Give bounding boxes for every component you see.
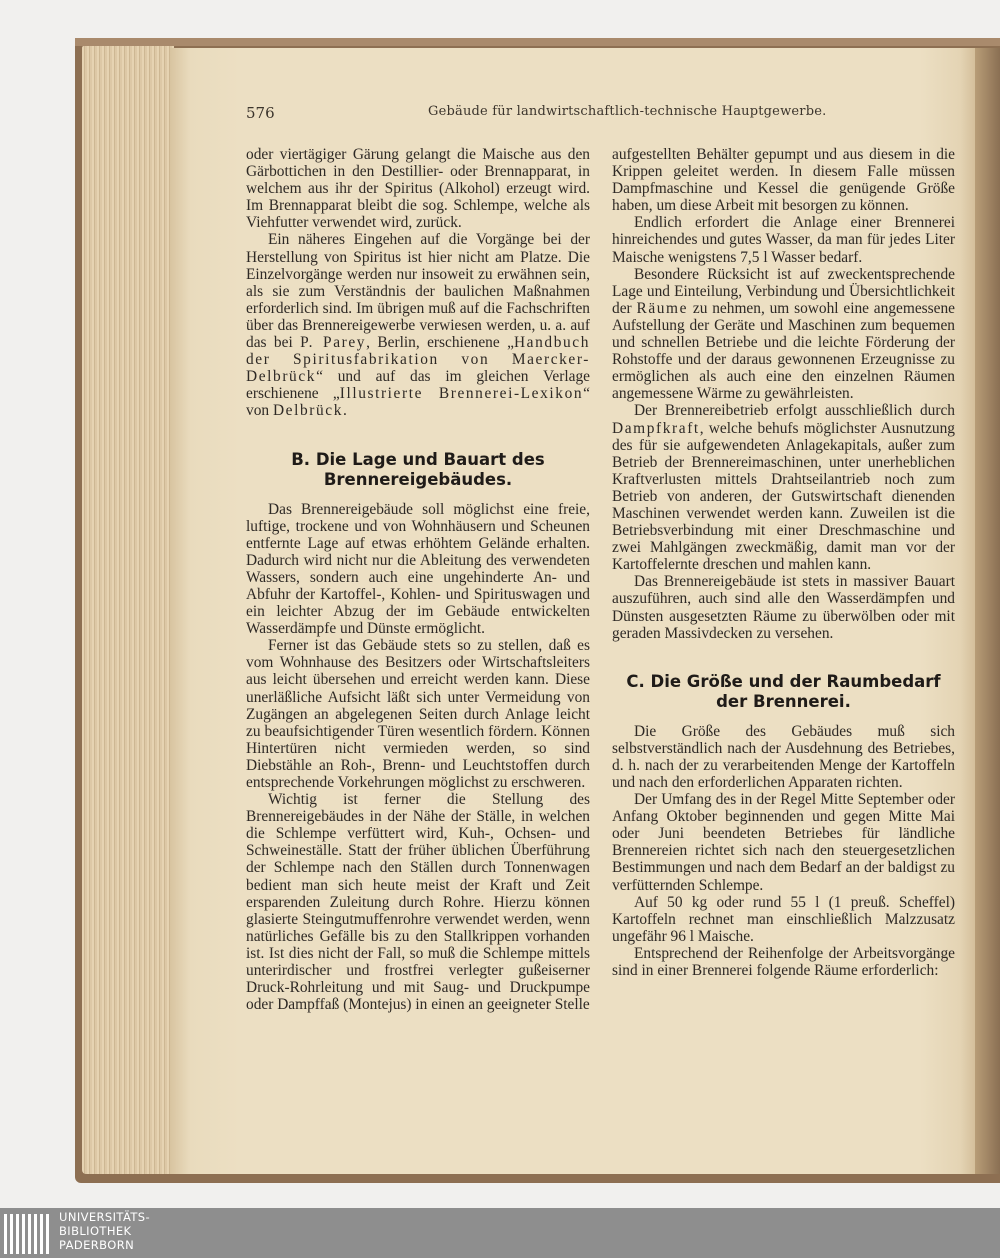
paragraph: [246, 231, 590, 419]
page-gutter-shadow: [975, 48, 1000, 1174]
emphasis: Räume: [636, 299, 689, 317]
text-run: , welche behufs möglichster Ausnutzung des für sie aufgewendeten Anlagekapitals, außer zum Betrieb der Brennereimaschinen, unter unerheblichen Kraftverlusten mittels Drahtseilantrieb noch zum Betrieb von anderen, der Gutswirtschaft dienenden Maschinen verwendet werden kann. Zuweilen ist die Betriebsverbindung mit einer Dreschmaschine und zwei Mahlgängen zweckmäßig, damit man vor der Kartoffelernte dreschen und mahlen kann.: [612, 419, 955, 574]
book-cover-edge: [75, 38, 1000, 46]
paragraph: Das Brennereigebäude ist stets in massiver Bauart auszuführen, auch sind alle den Wasserdämpfen und Dünsten ausgesetzten Räume zu überwölben oder mit geraden Massivdecken zu versehen.: [612, 573, 955, 642]
library-name-line: BIBLIOTHEK: [59, 1224, 132, 1238]
left-column: [246, 146, 590, 1013]
emphasis: Dampfkraft: [612, 419, 700, 437]
text-run: “ und auf das im gleichen Verlage erschienene „: [246, 368, 590, 403]
paragraph: aufgestellten Behälter gepumpt und aus diesem in die Krippen geleitet werden. In diesem Falle müssen Dampfmaschine und Kessel die genügende Größe haben, um diese Arbeit mit besorgen zu können.: [612, 146, 955, 215]
page-number: 576: [246, 104, 275, 122]
section-heading-b: B. Die Lage und Bauart des Brennereigebäudes.: [291, 449, 545, 489]
text-run: .: [343, 402, 347, 420]
page-edges: [82, 46, 174, 1174]
paragraph: [612, 402, 955, 573]
paragraph: Der Umfang des in der Regel Mitte September oder Anfang Oktober beginnenden und gegen Mitte Mai oder Juni beendeten Betriebes für ländliche Brennereien richtet sich nach den steuergesetzlichen Bestimmungen und nach dem Bedarf an der baldigst zu verfütternden Schlempe.: [612, 791, 955, 894]
book-title: Illustrierte Brennerei-Lexikon: [339, 385, 584, 403]
running-title: Gebäude für landwirtschaftlich-technische Hauptgewerbe.: [428, 104, 827, 119]
text-run: “ von: [246, 385, 591, 420]
text-run: Ein näheres Eingehen auf die Vorgänge bei der Herstellung von Spiritus ist hier nicht am Platze. Die Einzelvorgänge werden nur insoweit zu erwähnen sein, als sie zum Verständnis der baulichen Maßnahmen erforderlich sind. Im übrigen muß auf die Fachschriften über das Brennereigewerbe verwiesen werden, u. a. auf das bei: [246, 231, 590, 352]
library-name: [59, 1210, 150, 1252]
book-title: Handbuch der Spiritusfabrikation von Maercker-Delbrück: [246, 334, 591, 386]
paragraph: oder viertägiger Gärung gelangt die Maische aus den Gärbottichen in den Destillier- oder Brennapparat, in welchem aus ihr der Spiritus (Alkohol) erzeugt wird. Im Brennapparat bleibt die sog. Schlempe, welche als Viehfutter verwendet wird, zurück.: [246, 146, 590, 232]
library-name-line: PADERBORN: [59, 1238, 135, 1252]
paragraph: Ferner ist das Gebäude stets so zu stellen, daß es vom Wohnhause des Besitzers oder Wirtschaftsleiters aus leicht übersehen und erreicht werden kann. Diese unerläßliche Aufsicht läßt sich unter Vermeidung von Zugängen an abgelegenen Seiten durch Anlage leicht zu beaufsichtigender Türen wesentlich fördern. Können Hintertüren nicht vermieden werden, so sind Diebstähle an Roh-, Brenn- und Leuchtstoffen durch entsprechende Vorkehrungen möglichst zu erschweren.: [246, 637, 590, 791]
paragraph: Die Größe des Gebäudes muß sich selbstverständlich nach der Ausdehnung des Betriebes, d. h. nach der zu verarbeitenden Menge der Kartoffeln und nach den erforderlichen Apparaten richten.: [612, 722, 955, 791]
paragraph: Das Brennereigebäude soll möglichst eine freie, luftige, trockene und von Wohnhäusern und Scheunen entfernte Lage auf etwas erhöhtem Gelände erhalten. Dadurch wird nicht nur die Ableitung des verwendeten Wassers, sondern auch eine ungehinderte An- und Abfuhr der Kartoffel-, Kohlen- und Spirituswagen und ein leichter Abzug der im Gebäude entwickelten Wasserdämpfe und Dünste ermöglicht.: [246, 500, 590, 638]
paragraph: Wichtig ist ferner die Stellung des Brennereigebäudes in der Nähe der Ställe, in welchen die Schlempe verfüttert wird, Kuh-, Ochsen- und Schweineställe. Statt der früher üblichen Überführung der Schlempe nach den Ställen durch Tonnenwagen bedient man sich heute meist der Kraft und Zeit ersparenden Zuleitung durch Rohre. Hierzu können glasierte Steingutmuffenrohre verwendet werden, wenn natürliches Gefälle bis zu den Stallkrippen vorhanden ist. Ist dies nicht der Fall, so muß die Schlempe mittels unterirdischer und frostfrei verlegter gußeiserner Druck-Rohrleitung und mit Saug- und Druckpumpe oder Dampffaß (Montejus) in einen an geeigneter Stelle: [246, 791, 590, 1014]
library-name-line: UNIVERSITÄTS-: [59, 1210, 151, 1224]
paragraph: Entsprechend der Reihenfolge der Arbeitsvorgänge sind in einer Brennerei folgende Räume erforderlich:: [612, 944, 955, 980]
library-logo-icon: [0, 1208, 56, 1258]
section-heading-c: C. Die Größe und der Raumbedarf der Brennerei.: [626, 671, 941, 711]
author-name: Delbrück: [272, 402, 344, 420]
text-run: Besondere Rücksicht ist auf zweckentsprechende Lage und Einteilung, Verbindung und Übersichtlichkeit der: [612, 265, 955, 317]
text-run: zu nehmen, um sowohl eine angemessene Aufstellung der Geräte und Maschinen zum bequemen und schnellen Betriebe und die leichte Förderung der Rohstoffe und der daraus gewonnenen Erzeugnisse zu ermöglichen als auch eine den einzelnen Räumen angemessene Wärme zu gewährleisten.: [612, 299, 956, 403]
publisher-name: P. Parey: [300, 334, 367, 352]
paragraph: Auf 50 kg oder rund 55 l (1 preuß. Scheffel) Kartoffeln rechnet man einschließlich Malzzusatz ungefähr 96 l Maische.: [612, 893, 955, 945]
text-run: , Berlin, erschienene „: [366, 334, 514, 352]
right-column: [612, 146, 955, 979]
paragraph: Endlich erfordert die Anlage einer Brennerei hinreichendes und gutes Wasser, da man für jedes Liter Maische wenigstens 7,5 l Wasser bedarf.: [612, 214, 955, 266]
text-run: Der Brennereibetrieb erfolgt ausschließlich durch: [634, 402, 955, 420]
paragraph: [612, 266, 955, 403]
